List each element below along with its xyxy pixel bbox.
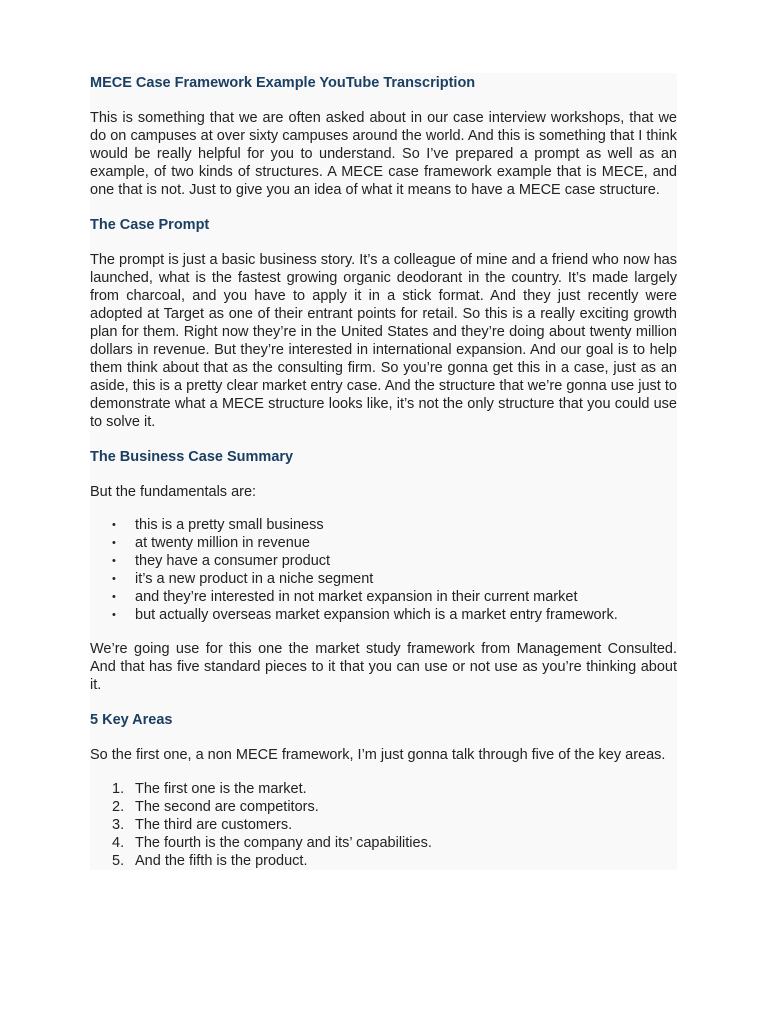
key-areas-lead: So the first one, a non MECE framework, I’m just gonna talk through five of the key areas. [90,747,666,763]
key-areas-list [90,780,677,870]
list-number: 3. [112,817,125,833]
list-item [90,852,677,870]
fundamentals-list [90,516,677,624]
list-item-text: The third are customers. [135,817,293,833]
case-prompt-paragraph: The prompt is just a basic business story. It’s a colleague of mine and a friend who now has launched, what is the fastest growing organic deodorant in the country. It’s made largely from charcoal, and you have to apply it in a stick format. And they just recently were adopted at Target as one of their entrant points for retail. So this is a really exciting growth plan for them. Right now they’re in the United States and they’re doing about twenty million dollars in revenue. But they’re interested in international expansion. And our goal is to help them think about that as the consulting firm. So you’re gonna get this in a case, just as an aside, this is a pretty clear market entry case. And the structure that we’re gonna use just to demonstrate what a MECE structure looks like, it’s not the only structure that you could use to solve it. [90,252,677,430]
intro-paragraph: This is something that we are often asked about in our case interview workshops, that we do on campuses at over sixty campuses around the world. And this is something that I think would be really helpful for you to understand. So I’ve prepared a prompt as well as an example, of two kinds of structures. A MECE case framework example that is MECE, and one that is not. Just to give you an idea of what it means to have a MECE case structure. [90,110,677,198]
list-item [90,570,677,588]
list-item-text: The first one is the market. [135,781,307,797]
list-number: 2. [112,799,125,815]
list-item [90,588,677,606]
list-number: 4. [112,835,125,851]
document-title: MECE Case Framework Example YouTube Transcription [90,75,476,91]
list-item [90,798,677,816]
list-item-text: and they’re interested in not market expansion in their current market [135,589,578,605]
list-number: 1. [112,781,125,797]
list-item [90,780,677,798]
bullet-marker: • [112,591,116,603]
framework-paragraph: We’re going use for this one the market study framework from Management Consulted. And that has five standard pieces to it that you can use or not use as you’re thinking about it. [90,641,677,693]
bullet-marker: • [112,573,116,585]
business-summary-heading: The Business Case Summary [90,449,294,465]
list-item [90,552,677,570]
list-item-text: this is a pretty small business [135,517,324,533]
list-item-text: The fourth is the company and its’ capabilities. [135,835,432,851]
list-item-text: they have a consumer product [135,553,331,569]
bullet-marker: • [112,555,116,567]
list-item-text: And the fifth is the product. [135,853,308,869]
list-item [90,816,677,834]
list-item [90,516,677,534]
list-item-text: but actually overseas market expansion which is a market entry framework. [135,607,618,623]
document-body [90,73,677,870]
bullet-marker: • [112,519,116,531]
fundamentals-lead: But the fundamentals are: [90,484,257,500]
list-item-text: at twenty million in revenue [135,535,310,551]
list-number: 5. [112,853,125,869]
list-item-text: it’s a new product in a niche segment [135,571,374,587]
list-item [90,534,677,552]
bullet-marker: • [112,537,116,549]
list-item [90,606,677,624]
bullet-marker: • [112,609,116,621]
list-item [90,834,677,852]
key-areas-heading: 5 Key Areas [90,712,173,728]
list-item-text: The second are competitors. [135,799,319,815]
case-prompt-heading: The Case Prompt [90,217,210,233]
